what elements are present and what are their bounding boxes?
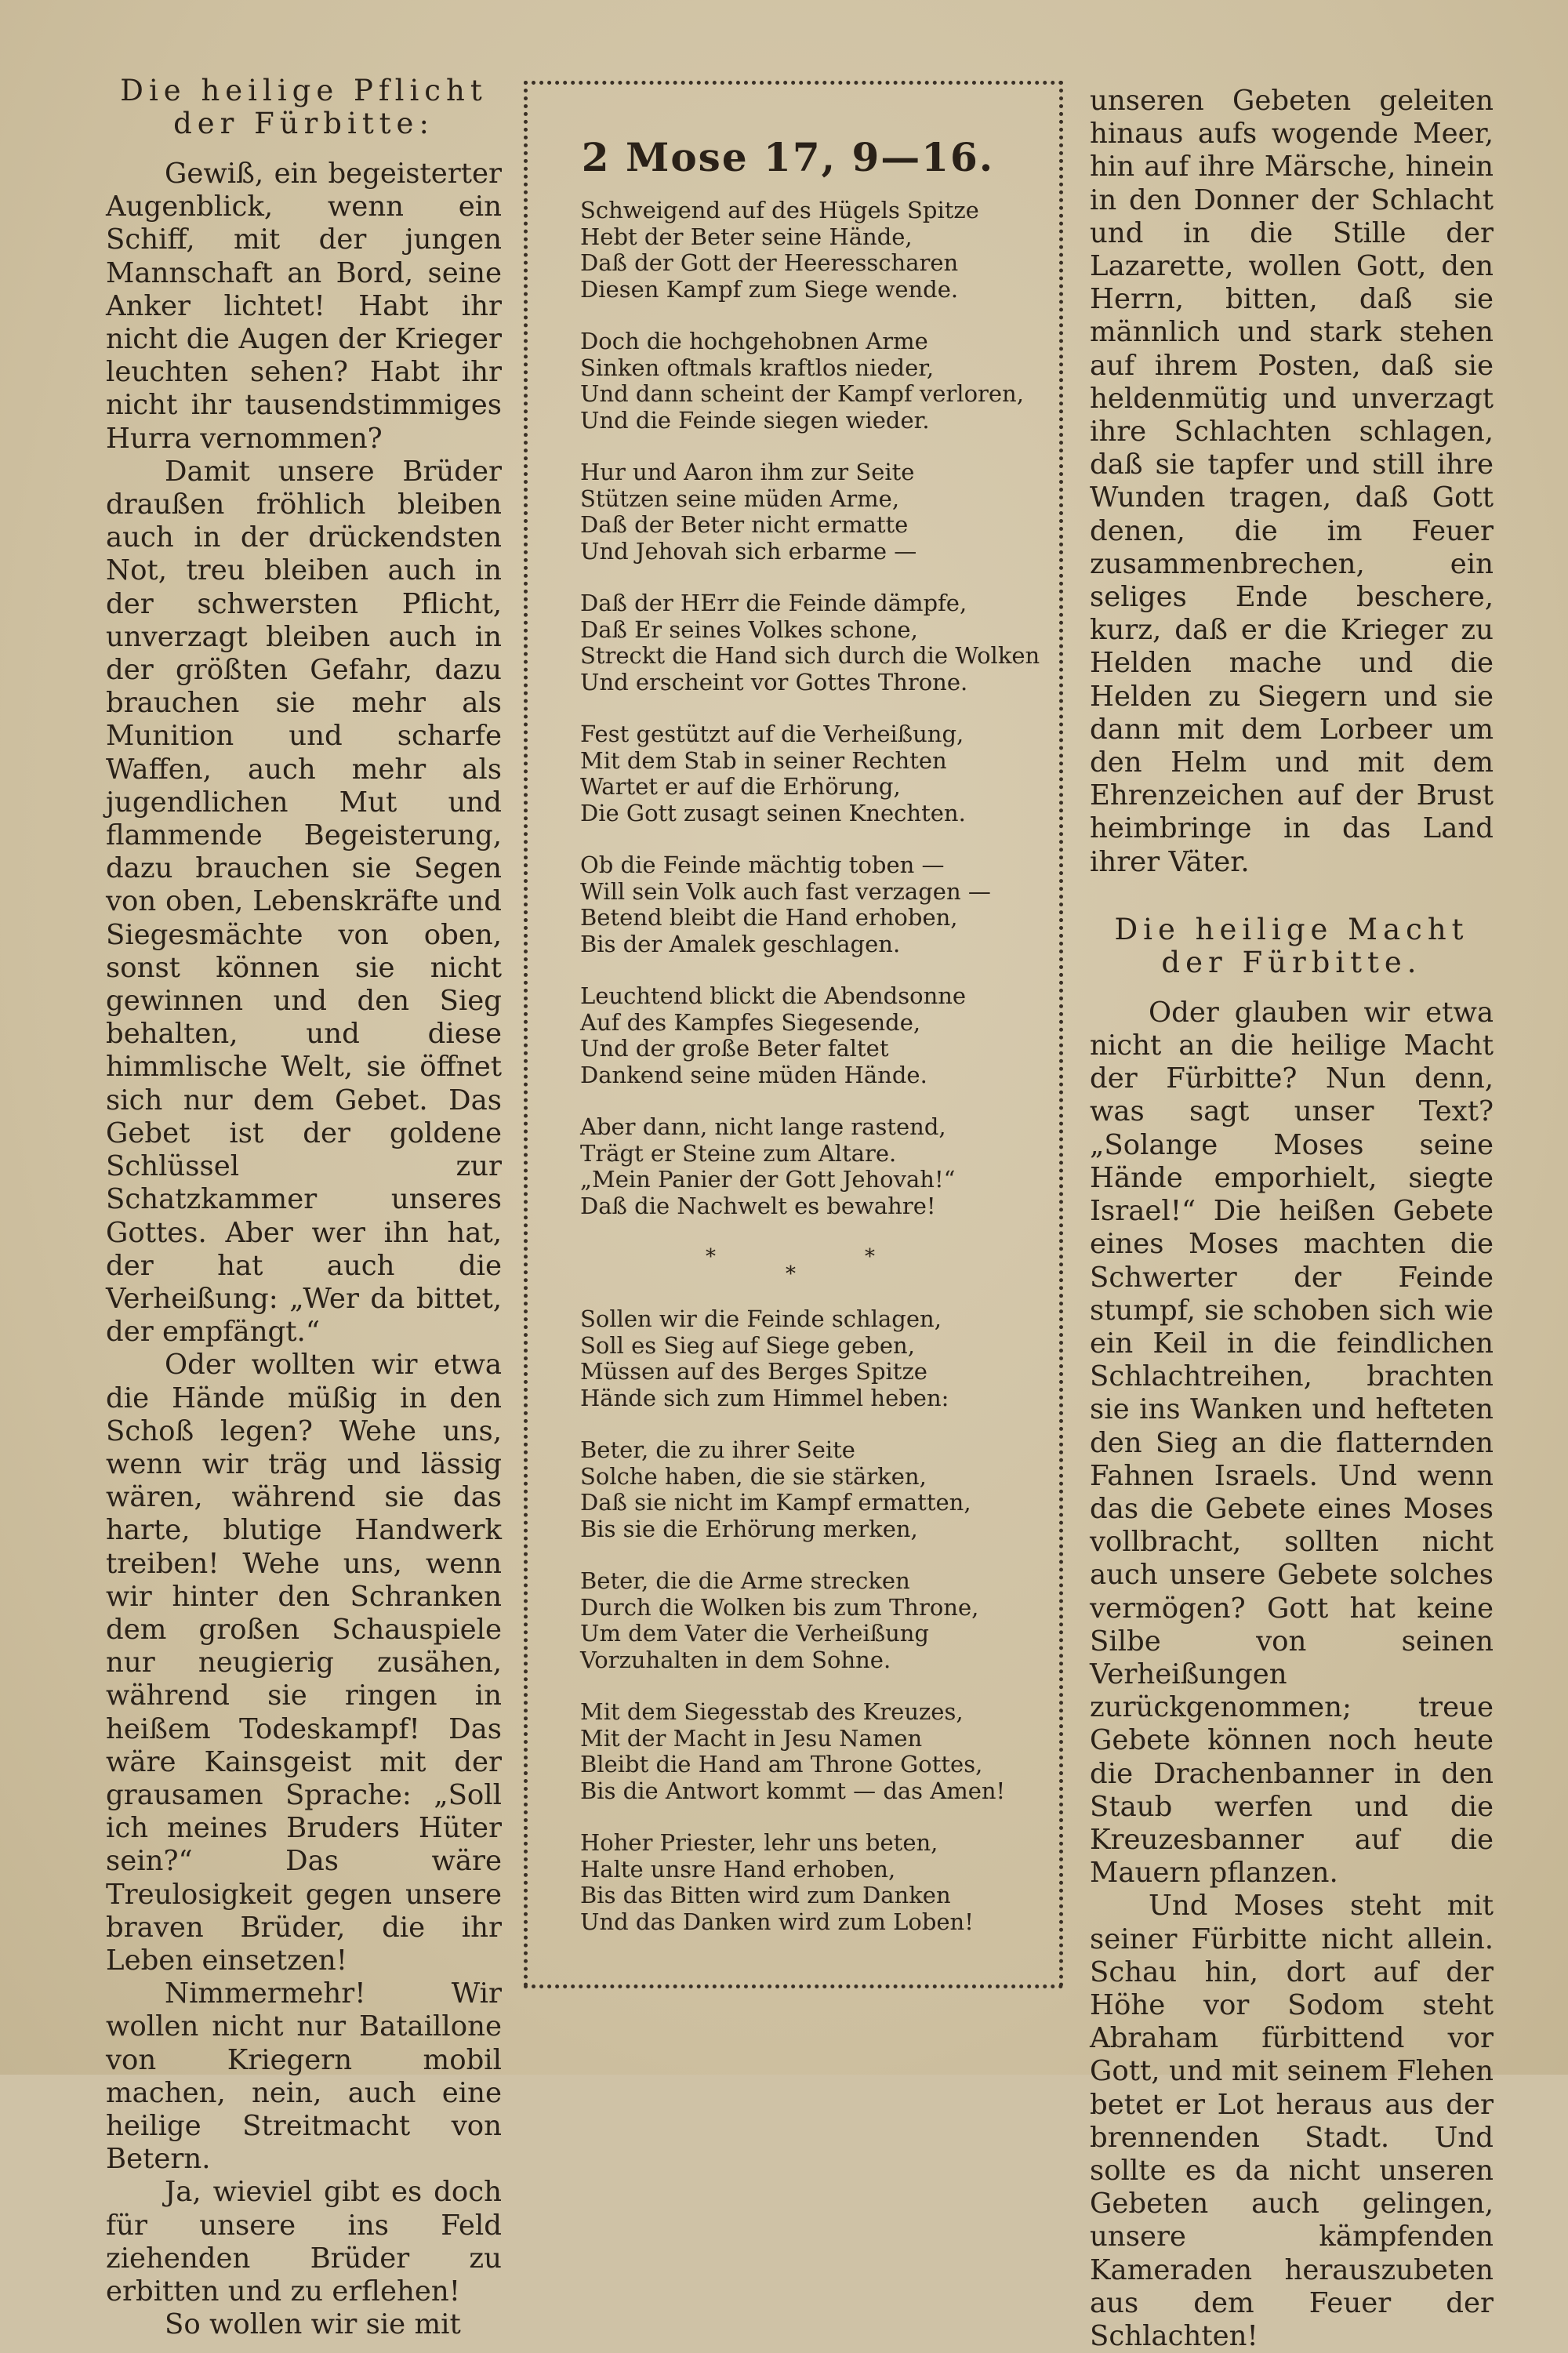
poem-line: Auf des Kampfes Siegesende, [580, 1008, 921, 1036]
divider-asterisk: * [786, 1262, 796, 1286]
left-paragraph: Ja, wieviel gibt es doch für unsere ins Feld ziehenden Brüder zu erbitten und zu erflehen! [106, 2176, 502, 2308]
poem-line: Will sein Volk auch fast verzagen — [580, 877, 991, 905]
poem-line: Schweigend auf des Hügels Spitze [580, 197, 979, 223]
poem-line: Beter, die die Arme strecken [580, 1567, 910, 1594]
poem-line: Soll es Sieg auf Siege geben, [580, 1331, 915, 1359]
poem-line: Bleibt die Hand am Throne Gottes, [580, 1751, 983, 1777]
poem-line: Daß die Nachwelt es bewahre! [580, 1192, 936, 1219]
poem-line: Mit der Macht in Jesu Namen [580, 1724, 923, 1752]
poem-line: Fest gestützt auf die Verheißung, [580, 721, 964, 747]
poem-line: Streckt die Hand sich durch die Wolken [580, 642, 1040, 669]
poem-line: Stützen seine müden Arme, [580, 485, 900, 512]
divider-asterisk: * [865, 1245, 875, 1269]
poem-line: Aber dann, nicht lange rastend, [580, 1113, 946, 1140]
poem-line: Solche haben, die sie stärken, [580, 1462, 927, 1490]
left-column [106, 74, 502, 2341]
poem-stanza [580, 1114, 1035, 1219]
divider-asterisk: * [706, 1245, 716, 1269]
poem-line: Durch die Wolken bis zum Throne, [580, 1593, 979, 1621]
poem-line: Daß der Gott der Heeresscharen [580, 249, 959, 276]
right-column [1090, 85, 1494, 2353]
poem-line: Halte unsre Hand erhoben, [580, 1855, 896, 1883]
poem-line: Bis der Amalek geschlagen. [580, 930, 901, 957]
left-paragraph: Nimmermehr! Wir wollen nicht nur Bataillone von Kriegern mobil machen, nein, auch eine heilige Streitmacht von Betern. [106, 1977, 502, 2176]
poem-line: Betend bleibt die Hand erhoben, [580, 904, 958, 931]
poem-line: Um dem Vater die Verheißung [580, 1620, 929, 1647]
poem-stanza [580, 852, 1035, 957]
poem-line: Müssen auf des Berges Spitze [580, 1358, 927, 1385]
right-paragraph: Und Moses steht mit seiner Fürbitte nicht allein. Schau hin, dort auf der Höhe vor Sodom steht Abraham fürbittend vor Gott, und mit seinem Flehen betet er Lot heraus aus der brennenden Stadt. Und sollte es da nicht unseren Gebeten auch gelingen, unsere kämpfenden Kameraden herauszubeten aus dem Feuer der Schlachten! [1090, 1890, 1494, 2352]
poem-line: Doch die hochgehobnen Arme [580, 328, 928, 354]
poem-line: Und der große Beter faltet [580, 1035, 889, 1062]
right-continuation: unseren Gebeten geleiten hinaus aufs wogende Meer, hin auf ihre Märsche, hinein in den Donner der Schlacht und in die Stille der Lazarette, wollen Gott, den Herrn, bitten, daß sie männlich und stark stehen auf ihrem Posten, daß sie heldenmütig und unverzagt ihre Schlachten schlagen, daß sie tapfer und still ihre Wunden tragen, daß Gott denen, die im Feuer zusammenbrechen, ein seliges Ende beschere, kurz, daß er die Krieger zu Helden mache und die Helden zu Siegern und sie dann mit dem Lorbeer um den Helm und mit dem Ehrenzeichen auf der Brust heimbringe in das Land ihrer Väter. [1090, 85, 1494, 878]
poem-line: Beter, die zu ihrer Seite [580, 1436, 855, 1463]
left-column-heading: Die heilige Pflicht der Fürbitte: [120, 74, 488, 140]
poem-line: Wartet er auf die Erhörung, [580, 773, 901, 800]
poem-stanza [580, 1306, 1035, 1411]
poem-stanza [580, 459, 1035, 565]
poem-line: Sinken oftmals kraftlos nieder, [580, 354, 935, 381]
poem-line: Mit dem Siegesstab des Kreuzes, [580, 1698, 964, 1725]
poem-line: Bis die Antwort kommt — das Amen! [580, 1777, 1006, 1804]
poem-stanza [580, 590, 1040, 695]
poem-line: Daß Er seines Volkes schone, [580, 615, 918, 643]
poem-stanzas-before [541, 197, 1040, 1219]
poem-line: Bis das Bitten wird zum Danken [580, 1882, 951, 1908]
left-paragraph: Damit unsere Brüder draußen fröhlich bleiben auch in der drückendsten Not, treu bleiben auch in der schwersten Pflicht, unverzagt bleiben auch in der größten Gefahr, dazu brauchen sie mehr als Munition und scharfe Waffen, auch mehr als jugendlichen Mut und flammende Begeisterung, dazu brauchen sie Segen von oben, Lebenskräfte und Siegesmächte von oben, sonst können sie nicht gewinnen und den Sieg behalten, und diese himmlische Welt, sie öffnet sich nur dem Gebet. Das Gebet ist der goldene Schlüssel zur Schatzkammer unseres Gottes. Aber wer ihn hat, der hat auch die Verheißung: „Wer da bittet, der empfängt.“ [106, 455, 502, 1349]
poem-line: „Mein Panier der Gott Jehovah!“ [580, 1166, 956, 1193]
poem-stanza [580, 1830, 1035, 1935]
poem-title: 2 Mose 17, 9—16. [581, 134, 995, 180]
poem-line: Diesen Kampf zum Siege wende. [580, 275, 959, 303]
poem-line: Bis sie die Erhörung merken, [580, 1515, 918, 1542]
poem-stanza [580, 1437, 1035, 1542]
poem-stanza [580, 1699, 1035, 1804]
poem-line: Daß der HErr die Feinde dämpfe, [580, 590, 967, 616]
poem-line: Hände sich zum Himmel heben: [580, 1384, 949, 1411]
stanza-divider [541, 1245, 1035, 1292]
poem-stanza [580, 983, 1035, 1088]
poem-line: Mit dem Stab in seiner Rechten [580, 746, 947, 774]
poem-line: Hoher Priester, lehr uns beten, [580, 1829, 938, 1856]
poem-line: Vorzuhalten in dem Sohne. [580, 1646, 891, 1673]
poem-line: Die Gott zusagt seinen Knechten. [580, 799, 966, 826]
poem-line: Daß der Beter nicht ermatte [580, 511, 909, 538]
poem-line: Ob die Feinde mächtig toben — [580, 852, 945, 878]
poem-line: Trägt er Steine zum Altare. [580, 1139, 897, 1167]
left-paragraph-continued: So wollen wir sie mit [165, 2308, 461, 2341]
poem-line: Hur und Aaron ihm zur Seite [580, 459, 915, 485]
poem-line: Leuchtend blickt die Abendsonne [580, 982, 967, 1009]
poem-line: Und dann scheint der Kampf verloren, [580, 380, 1024, 407]
poem-line: Und erscheint vor Gottes Throne. [580, 668, 968, 695]
poem-line: Und das Danken wird zum Loben! [580, 1908, 974, 1935]
poem-stanza [580, 1568, 1035, 1673]
right-column-heading: Die heilige Macht der Fürbitte. [1114, 912, 1469, 979]
poem-column [541, 86, 1040, 1961]
poem-line: Dankend seine müden Hände. [580, 1061, 927, 1088]
poem-stanza [580, 721, 1035, 826]
poem-stanza [580, 198, 1035, 303]
right-paragraph: Oder glauben wir etwa nicht an die heilige Macht der Fürbitte? Nun denn, was sagt unser Text? „Solange Moses seine Hände emporhielt, siegte Israel!“ Die heißen Gebete eines Moses machten die Schwerter der Feinde stumpf, sie schoben sich wie ein Keil in die feindlichen Schlachtreihen, brachten sie ins Wanken und hefteten den Sieg an die flatternden Fahnen Israels. Und wenn das die Gebete eines Moses vollbracht, sollten nicht auch unsere Gebete solches vermögen? Gott hat keine Silbe von seinen Verheißungen zurückgenommen; treue Gebete können noch heute die Drachenbanner in den Staub werfen und die Kreuzesbanner auf die Mauern pflanzen. [1090, 996, 1494, 1890]
poem-line: Sollen wir die Feinde schlagen, [580, 1305, 942, 1332]
poem-stanzas-after [541, 1306, 1035, 1935]
poem-stanza [580, 329, 1035, 434]
poem-line: Hebt der Beter seine Hände, [580, 223, 913, 250]
poem-line: Daß sie nicht im Kampf ermatten, [580, 1489, 971, 1516]
poem-line: Und die Feinde siegen wieder. [580, 406, 930, 434]
left-paragraph: Oder wollten wir etwa die Hände müßig in den Schoß legen? Wehe uns, wenn wir träg und lässig wären, während sie das harte, blutige Handwerk treiben! Wehe uns, wenn wir hinter den Schranken dem großen Schauspiele nur neugierig zusähen, während sie ringen in heißem Todeskampf! Das wäre Kainsgeist mit der grausamen Sprache: „Soll ich meines Bruders Hüter sein?“ Das wäre Treulosigkeit gegen unsere braven Brüder, die ihr Leben einsetzen! [106, 1349, 502, 1977]
left-paragraph: Gewiß, ein begeisterter Augenblick, wenn ein Schiff, mit der jungen Mannschaft an Bord, seine Anker lichtet! Habt ihr nicht die Augen der Krieger leuchten sehen? Habt ihr nicht ihr tausendstimmiges Hurra vernommen? [106, 158, 502, 455]
poem-line: Und Jehovah sich erbarme — [580, 537, 917, 565]
